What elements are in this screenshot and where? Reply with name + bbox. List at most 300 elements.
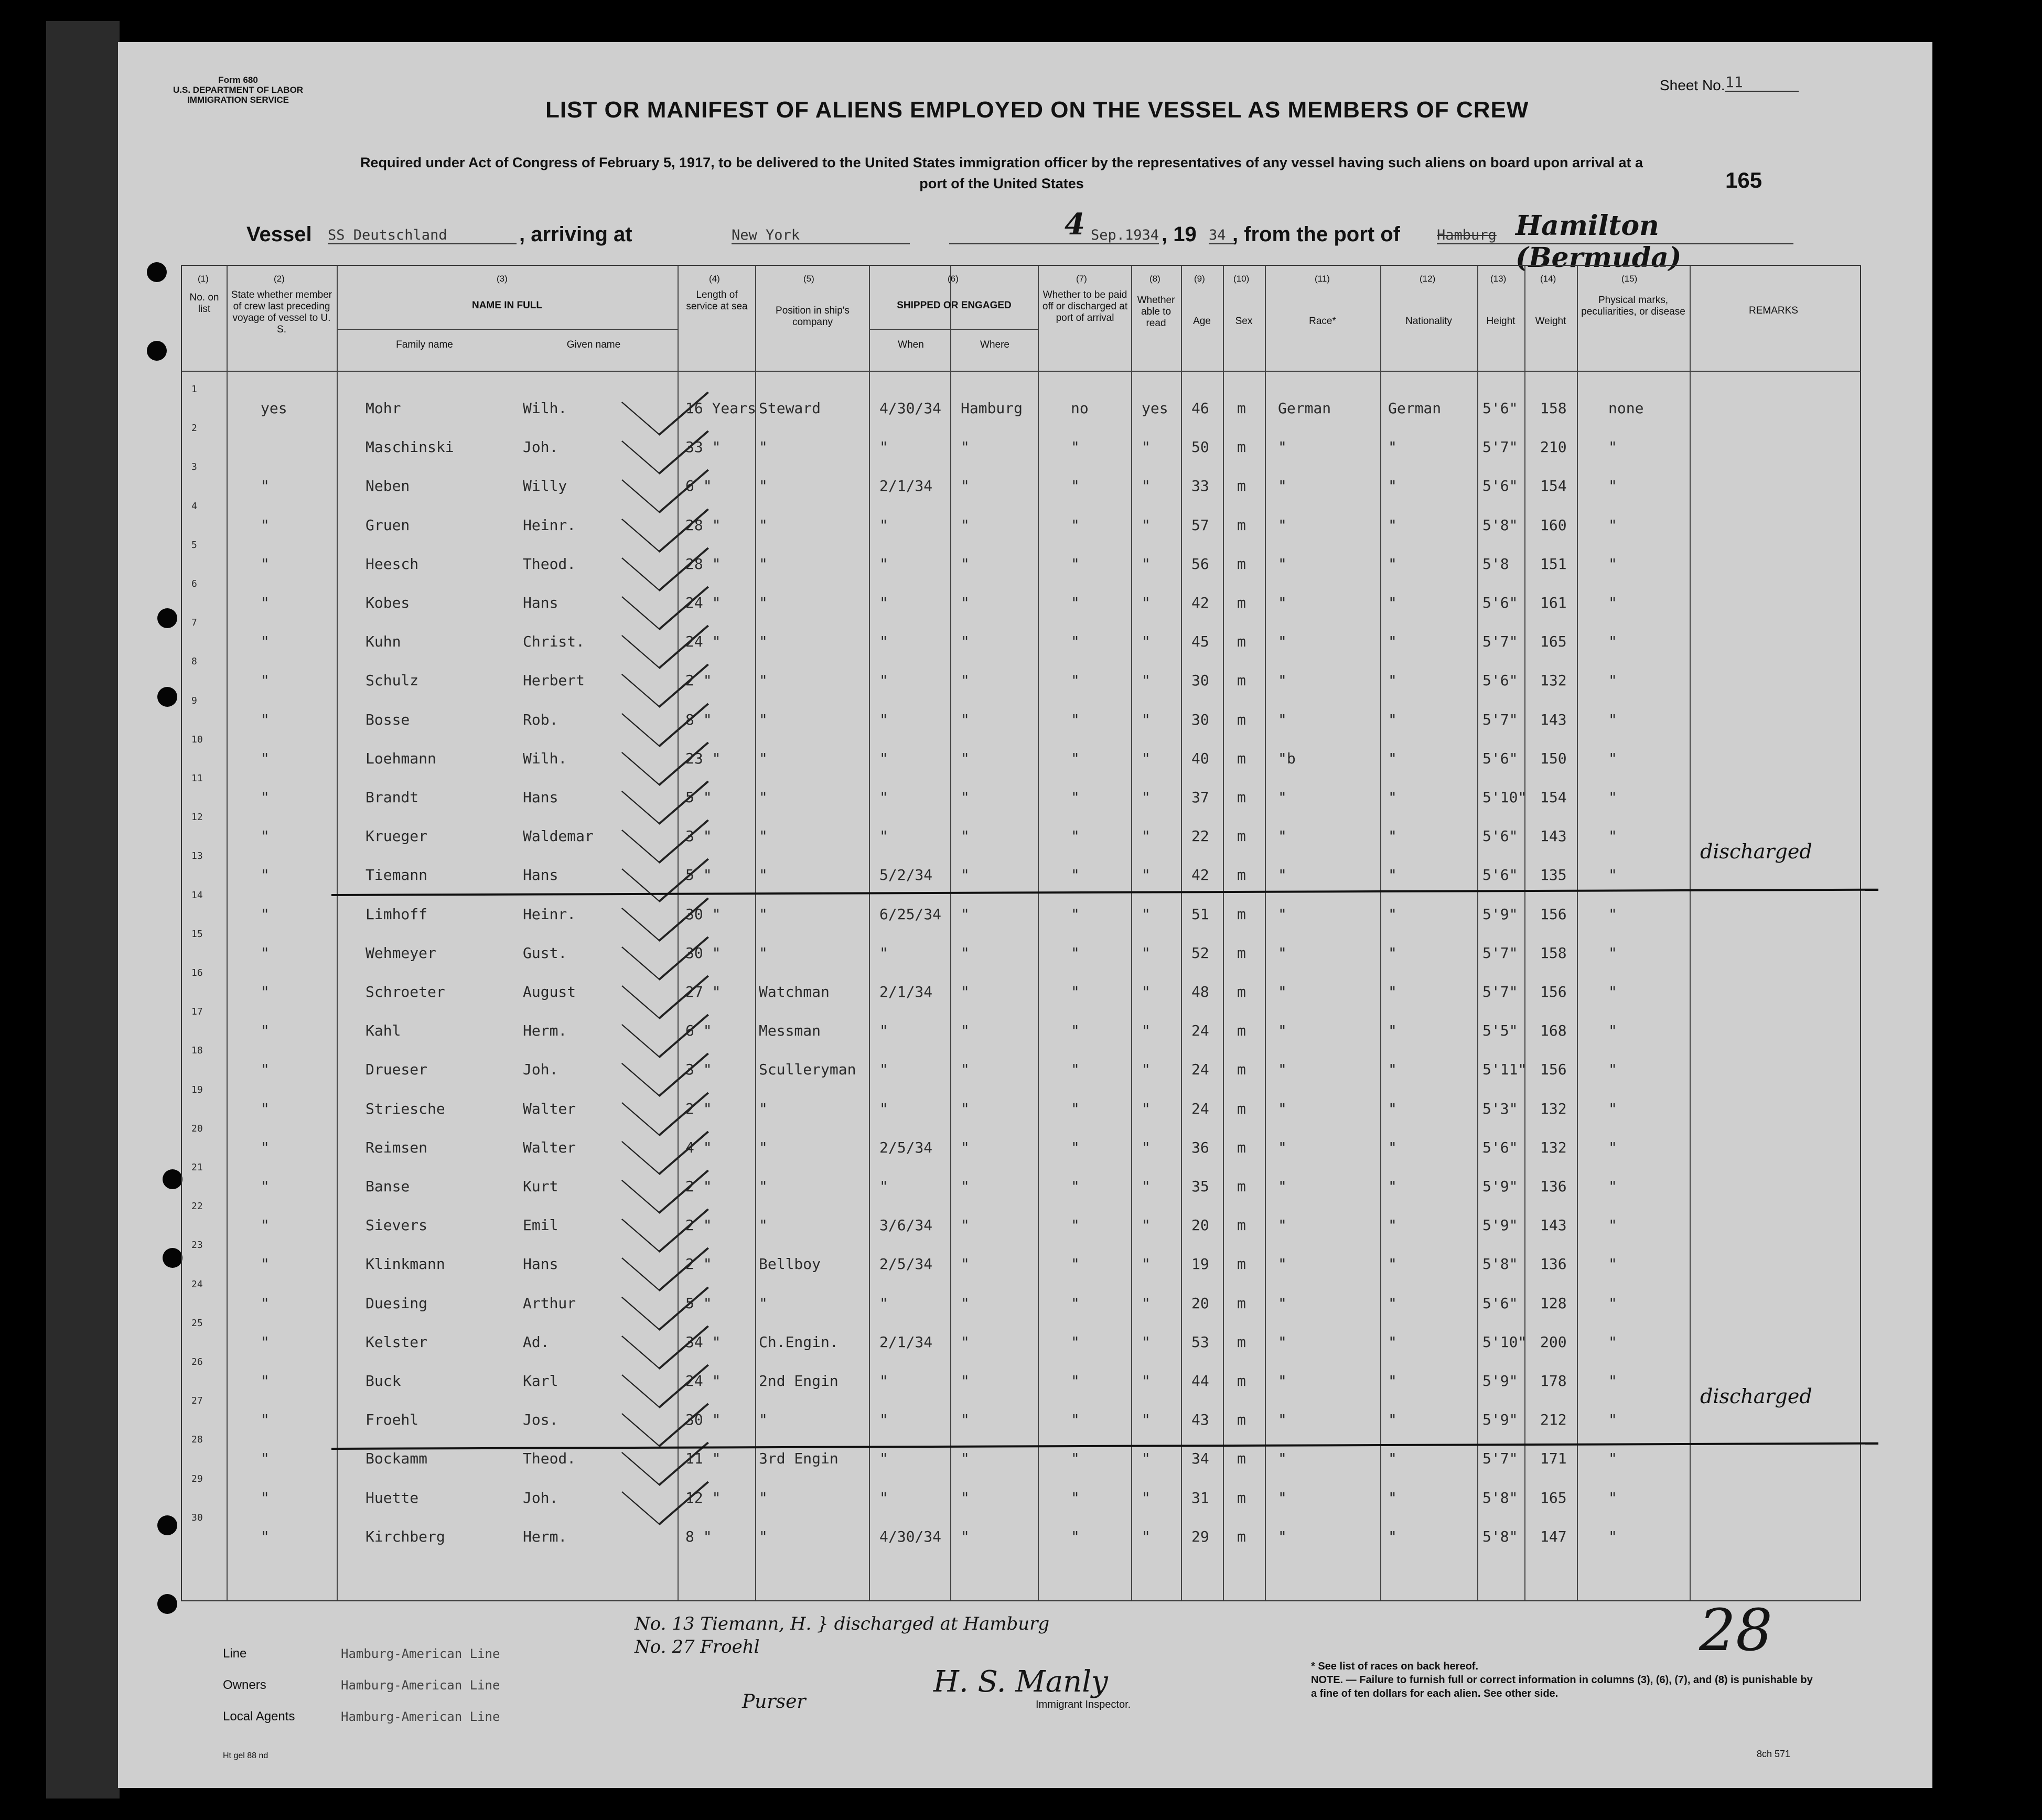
cell-height: 5'9" [1482,905,1518,923]
cell-age: 22 [1191,827,1209,845]
cell-family-name: Sievers [366,1216,428,1234]
cell-shipped-when: " [879,555,888,573]
cell-shipped-where: " [961,1450,970,1468]
cell-sex: m [1237,1255,1246,1273]
cell-sex: m [1237,749,1246,767]
cell-able-to-read: " [1142,944,1151,962]
col-header-sex: Sex [1235,316,1253,327]
cell-height: 5'7" [1482,983,1518,1000]
cell-shipped-where: " [961,1178,970,1195]
cell-weight: 156 [1540,905,1567,923]
cell-shipped-when: " [879,438,888,456]
cell-able-to-read: " [1142,1061,1151,1079]
cell-previous-voyage: " [261,1138,270,1156]
table-row [182,1512,1860,1551]
cell-service-length: 27 " [685,983,721,1000]
cell-service-length: 28 " [685,516,721,534]
cell-shipped-where: " [961,1411,970,1429]
cell-given-name: Wilh. [523,749,567,767]
cell-able-to-read: " [1142,905,1151,923]
cell-physical-marks: " [1608,905,1617,923]
cell-paid-off: " [1071,1100,1080,1117]
cell-sex: m [1237,1372,1246,1390]
cell-service-length: 6 " [685,477,712,495]
form-id [173,75,303,105]
cell-weight: 132 [1540,672,1567,690]
table-row [182,773,1860,812]
cell-paid-off: " [1071,1178,1080,1195]
cell-position: " [759,710,768,728]
cell-weight: 165 [1540,1489,1567,1506]
cell-shipped-where: " [961,1216,970,1234]
cell-row-number: 13 [191,850,203,862]
cell-position: " [759,1489,768,1506]
cell-service-length: 2 " [685,1255,712,1273]
cell-race: " [1278,438,1287,456]
table-row [182,1162,1860,1201]
cell-sex: m [1237,1527,1246,1545]
arriving-label: , arriving at [519,223,632,246]
cell-race: German [1278,400,1331,417]
cell-sex: m [1237,1489,1246,1506]
cell-paid-off: " [1071,438,1080,456]
cell-sex: m [1237,827,1246,845]
cell-able-to-read: " [1142,789,1151,806]
cell-shipped-when: " [879,633,888,651]
cell-shipped-where: " [961,789,970,806]
cell-weight: 178 [1540,1372,1567,1390]
department: U.S. DEPARTMENT OF LABOR [173,85,304,95]
cell-paid-off: " [1071,944,1080,962]
col-header-position: Position in ship's company [776,305,850,328]
cell-service-length: 2 " [685,1100,712,1117]
cell-row-number: 6 [191,578,197,589]
cell-given-name: Hans [523,789,558,806]
cell-paid-off: " [1071,1527,1080,1545]
cell-age: 51 [1191,905,1209,923]
cell-position: " [759,1138,768,1156]
cell-position: Messman [759,1022,821,1040]
cell-age: 19 [1191,1255,1209,1273]
cell-sex: m [1237,905,1246,923]
cell-shipped-where: " [961,1255,970,1273]
cell-position: " [759,516,768,534]
col-header-read: Whether able to read [1137,295,1175,329]
cell-position: " [759,866,768,884]
table-row [182,1434,1860,1473]
col-header-race: Race* [1309,316,1336,327]
table-row [182,812,1860,850]
cell-family-name: Drueser [366,1061,428,1079]
cell-shipped-where: " [961,516,970,534]
cell-weight: 210 [1540,438,1567,456]
table-row [182,1385,1860,1434]
cell-given-name: Herbert [523,672,585,690]
cell-previous-voyage: " [261,1411,270,1429]
cell-physical-marks: " [1608,789,1617,806]
cell-shipped-when: " [879,1450,888,1468]
cell-nationality: " [1388,789,1397,806]
punch-hole [147,341,167,361]
cell-row-number: 16 [191,967,203,978]
cell-physical-marks: " [1608,1411,1617,1429]
cell-family-name: Wehmeyer [366,944,436,962]
cell-row-number: 27 [191,1395,203,1407]
cell-physical-marks: " [1608,594,1617,611]
col-num: (11) [1315,274,1330,284]
page-title: LIST OR MANIFEST OF ALIENS EMPLOYED ON THE VESSEL AS MEMBERS OF CREW [545,97,1529,123]
col-header-age: Age [1193,316,1211,327]
cell-weight: 147 [1540,1527,1567,1545]
cell-age: 44 [1191,1372,1209,1390]
col-header-name: NAME IN FULL [471,300,543,311]
cell-age: 56 [1191,555,1209,573]
cell-previous-voyage: " [261,789,270,806]
cell-previous-voyage: " [261,1255,270,1273]
cell-shipped-when: 2/1/34 [879,477,933,495]
cell-nationality: " [1388,1255,1397,1273]
cell-row-number: 8 [191,656,197,667]
table-row [182,1318,1860,1356]
cell-position: " [759,594,768,611]
cell-shipped-where: " [961,1489,970,1506]
cell-family-name: Froehl [366,1411,419,1429]
cell-previous-voyage: " [261,1489,270,1506]
cell-able-to-read: " [1142,710,1151,728]
table-row [182,1473,1860,1512]
sheet-number: 11 [1725,73,1799,92]
cell-shipped-where: " [961,633,970,651]
cell-shipped-when: " [879,710,888,728]
cell-previous-voyage: " [261,1333,270,1351]
cell-position: 3rd Engin [759,1450,839,1468]
cell-position: " [759,555,768,573]
cell-nationality: " [1388,905,1397,923]
cell-family-name: Bockamm [366,1450,428,1468]
cell-race: " [1278,1100,1287,1117]
cell-family-name: Klinkmann [366,1255,445,1273]
line-label: Line [223,1646,247,1661]
cell-weight: 143 [1540,827,1567,845]
cell-paid-off: " [1071,1138,1080,1156]
from-port: Hamilton (Bermuda) [1516,210,1682,274]
cell-weight: 128 [1540,1294,1567,1312]
cell-shipped-when: 5/2/34 [879,866,933,884]
cell-row-number: 17 [191,1006,203,1018]
cell-nationality: " [1388,944,1397,962]
cell-service-length: 3 " [685,1061,712,1079]
cell-previous-voyage: yes [261,400,287,417]
cell-shipped-where: " [961,710,970,728]
cell-paid-off: " [1071,1061,1080,1079]
cell-position: " [759,672,768,690]
cell-shipped-when: 2/1/34 [879,983,933,1000]
cell-given-name: Hans [523,1255,558,1273]
cell-family-name: Reimsen [366,1138,428,1156]
sheet-label: Sheet No. [1660,77,1725,93]
cell-shipped-where: " [961,944,970,962]
cell-previous-voyage: " [261,1450,270,1468]
cell-service-length: 3 " [685,827,712,845]
header-subrule [869,329,1038,330]
cell-previous-voyage: " [261,555,270,573]
cell-paid-off: " [1071,1450,1080,1468]
cell-able-to-read: " [1142,1450,1151,1468]
cell-height: 5'9" [1482,1411,1518,1429]
cell-shipped-when: 4/30/34 [879,400,942,417]
col-num: (6) [948,274,959,284]
cell-physical-marks: " [1608,827,1617,845]
vessel-name: SS Deutschland [328,227,517,244]
cell-height: 5'5" [1482,1022,1518,1040]
cell-nationality: " [1388,633,1397,651]
cell-sex: m [1237,1411,1246,1429]
cell-service-length: 5 " [685,866,712,884]
table-row [182,423,1860,461]
cell-given-name: Joh. [523,1061,558,1079]
table-row [182,1240,1860,1278]
cell-race: " [1278,1255,1287,1273]
cell-weight: 143 [1540,710,1567,728]
cell-paid-off: " [1071,866,1080,884]
cell-given-name: Christ. [523,633,585,651]
col-header-given-name: Given name [566,339,621,350]
cell-sex: m [1237,633,1246,651]
cell-age: 33 [1191,477,1209,495]
cell-height: 5'8" [1482,516,1518,534]
cell-physical-marks: " [1608,1216,1617,1234]
cell-weight: 136 [1540,1255,1567,1273]
cell-nationality: German [1388,400,1442,417]
cell-sex: m [1237,1022,1246,1040]
cell-physical-marks: " [1608,516,1617,534]
vessel-line [246,207,1820,274]
count-total: 28 [1699,1597,1772,1664]
cell-shipped-when: 3/6/34 [879,1216,933,1234]
cell-shipped-when: 2/5/34 [879,1138,933,1156]
cell-able-to-read: " [1142,516,1151,534]
cell-paid-off: " [1071,594,1080,611]
cell-race: " [1278,477,1287,495]
cell-race: " [1278,944,1287,962]
cell-paid-off: " [1071,477,1080,495]
cell-shipped-where: " [961,555,970,573]
footer-note [1311,1660,1814,1700]
service: IMMIGRATION SERVICE [187,95,289,105]
cell-able-to-read: " [1142,1294,1151,1312]
cell-able-to-read: " [1142,1372,1151,1390]
cell-height: 5'6" [1482,400,1518,417]
from-port-struck: Hamburg [1437,227,1793,244]
cell-service-length: 28 " [685,555,721,573]
cell-row-number: 1 [191,384,197,395]
cell-able-to-read: " [1142,594,1151,611]
cell-position: " [759,944,768,962]
cell-able-to-read: " [1142,1022,1151,1040]
punch-hole [147,262,167,282]
cell-age: 46 [1191,400,1209,417]
cell-row-number: 21 [191,1162,203,1173]
col-header-marks: Physical marks, peculiarities, or disease [1581,295,1685,317]
cell-nationality: " [1388,1450,1397,1468]
cell-service-length: 5 " [685,1294,712,1312]
cell-paid-off: " [1071,710,1080,728]
cell-height: 5'10" [1482,1333,1527,1351]
cell-able-to-read: " [1142,1178,1151,1195]
cell-family-name: Limhoff [366,905,428,923]
cell-physical-marks: " [1608,1061,1617,1079]
cell-shipped-when: " [879,827,888,845]
cell-height: 5'11" [1482,1061,1527,1079]
arrival-port: New York [732,227,910,244]
vessel-label: Vessel [246,223,312,246]
cell-shipped-where: " [961,477,970,495]
cell-row-number: 2 [191,423,197,434]
cell-shipped-where: " [961,1138,970,1156]
cell-paid-off: " [1071,1372,1080,1390]
cell-service-length: 8 " [685,710,712,728]
cell-sex: m [1237,983,1246,1000]
col-num: (13) [1490,274,1507,284]
cell-physical-marks: " [1608,672,1617,690]
page-subtitle: Required under Act of Congress of February 5, 1917, to be delivered to the United States immigration officer by the representatives of any vessel having such aliens on board upon arrival at a port of the United States [360,155,1643,191]
cell-height: 5'7" [1482,633,1518,651]
cell-height: 5'6" [1482,477,1518,495]
cell-sex: m [1237,555,1246,573]
fine-note: NOTE. — Failure to furnish full or correct information in columns (3), (6), (7), and (8) is punishable by a fine of ten dollars for each alien. See other side. [1311,1674,1813,1699]
cell-height: 5'6" [1482,866,1518,884]
cell-physical-marks: " [1608,1333,1617,1351]
cell-position: " [759,477,768,495]
inspector-signature: H. S. Manly [933,1665,1108,1699]
cell-position: " [759,1216,768,1234]
cell-position: Watchman [759,983,830,1000]
cell-physical-marks: " [1608,944,1617,962]
cell-physical-marks: " [1608,633,1617,651]
cell-service-length: 12 " [685,1489,721,1506]
cell-family-name: Gruen [366,516,410,534]
col-header-remarks: REMARKS [1749,305,1798,316]
col-header-family-name: Family name [396,339,453,350]
cell-service-length: 8 " [685,1527,712,1545]
cell-height: 5'6" [1482,1138,1518,1156]
cell-service-length: 11 " [685,1450,721,1468]
cell-nationality: " [1388,477,1397,495]
stamp-number: 165 [1725,168,1762,192]
cell-shipped-where: " [961,866,970,884]
cell-age: 35 [1191,1178,1209,1195]
cell-sex: m [1237,1100,1246,1117]
cell-position: " [759,905,768,923]
cell-service-length: 2 " [685,1216,712,1234]
cell-shipped-when: " [879,1294,888,1312]
cell-height: 5'9" [1482,1372,1518,1390]
cell-nationality: " [1388,1100,1397,1117]
cell-shipped-where: " [961,1294,970,1312]
table-row [182,695,1860,734]
cell-physical-marks: " [1608,1255,1617,1273]
cell-able-to-read: " [1142,672,1151,690]
cell-race: " [1278,633,1287,651]
cell-sex: m [1237,866,1246,884]
cell-remarks: discharged [1700,840,1812,864]
cell-previous-voyage: " [261,1216,270,1234]
cell-race: " [1278,1527,1287,1545]
cell-able-to-read: yes [1142,400,1168,417]
cell-physical-marks: " [1608,555,1617,573]
cell-given-name: Theod. [523,555,576,573]
cell-given-name: Kurt [523,1178,558,1195]
scan-edge-strip [46,21,120,1799]
cell-given-name: Ad. [523,1333,550,1351]
cell-weight: 168 [1540,1022,1567,1040]
cell-weight: 150 [1540,749,1567,767]
cell-weight: 165 [1540,633,1567,651]
cell-race: " [1278,1178,1287,1195]
cell-given-name: Emil [523,1216,558,1234]
cell-weight: 156 [1540,983,1567,1000]
cell-previous-voyage: " [261,1294,270,1312]
cell-race: " [1278,1022,1287,1040]
cell-race: " [1278,905,1287,923]
cell-family-name: Kelster [366,1333,428,1351]
cell-row-number: 10 [191,734,203,745]
note-line-13: No. 13 Tiemann, H. } discharged at Hamburg [635,1613,1050,1634]
header-subrule [337,329,678,330]
cell-previous-voyage: " [261,1022,270,1040]
cell-nationality: " [1388,1294,1397,1312]
cell-row-number: 30 [191,1512,203,1523]
cell-service-length: 6 " [685,1022,712,1040]
cell-given-name: Jos. [523,1411,558,1429]
cell-nationality: " [1388,1411,1397,1429]
cell-age: 34 [1191,1450,1209,1468]
col-num: (10) [1233,274,1250,284]
cell-nationality: " [1388,1061,1397,1079]
cell-able-to-read: " [1142,1138,1151,1156]
owners-value: Hamburg-American Line [341,1678,500,1693]
punch-hole [163,1169,182,1189]
cell-sex: m [1237,1450,1246,1468]
cell-sex: m [1237,944,1246,962]
cell-nationality: " [1388,866,1397,884]
cell-nationality: " [1388,1138,1397,1156]
cell-able-to-read: " [1142,1255,1151,1273]
cell-previous-voyage: " [261,477,270,495]
cell-race: " [1278,983,1287,1000]
cell-age: 50 [1191,438,1209,456]
col-num: (14) [1540,274,1556,284]
cell-paid-off: " [1071,672,1080,690]
cell-paid-off: " [1071,749,1080,767]
cell-race: " [1278,789,1287,806]
cell-sex: m [1237,1216,1246,1234]
cell-nationality: " [1388,827,1397,845]
cell-given-name: Heinr. [523,905,576,923]
cell-position: " [759,1100,768,1117]
table-row [182,540,1860,578]
cell-row-number: 20 [191,1123,203,1134]
cell-row-number: 25 [191,1317,203,1329]
cell-given-name: Hans [523,594,558,611]
cell-age: 20 [1191,1216,1209,1234]
cell-family-name: Kahl [366,1022,401,1040]
cell-race: " [1278,1138,1287,1156]
cell-height: 5'10" [1482,789,1527,806]
cell-row-number: 14 [191,889,203,901]
cell-family-name: Kobes [366,594,410,611]
cell-weight: 135 [1540,866,1567,884]
